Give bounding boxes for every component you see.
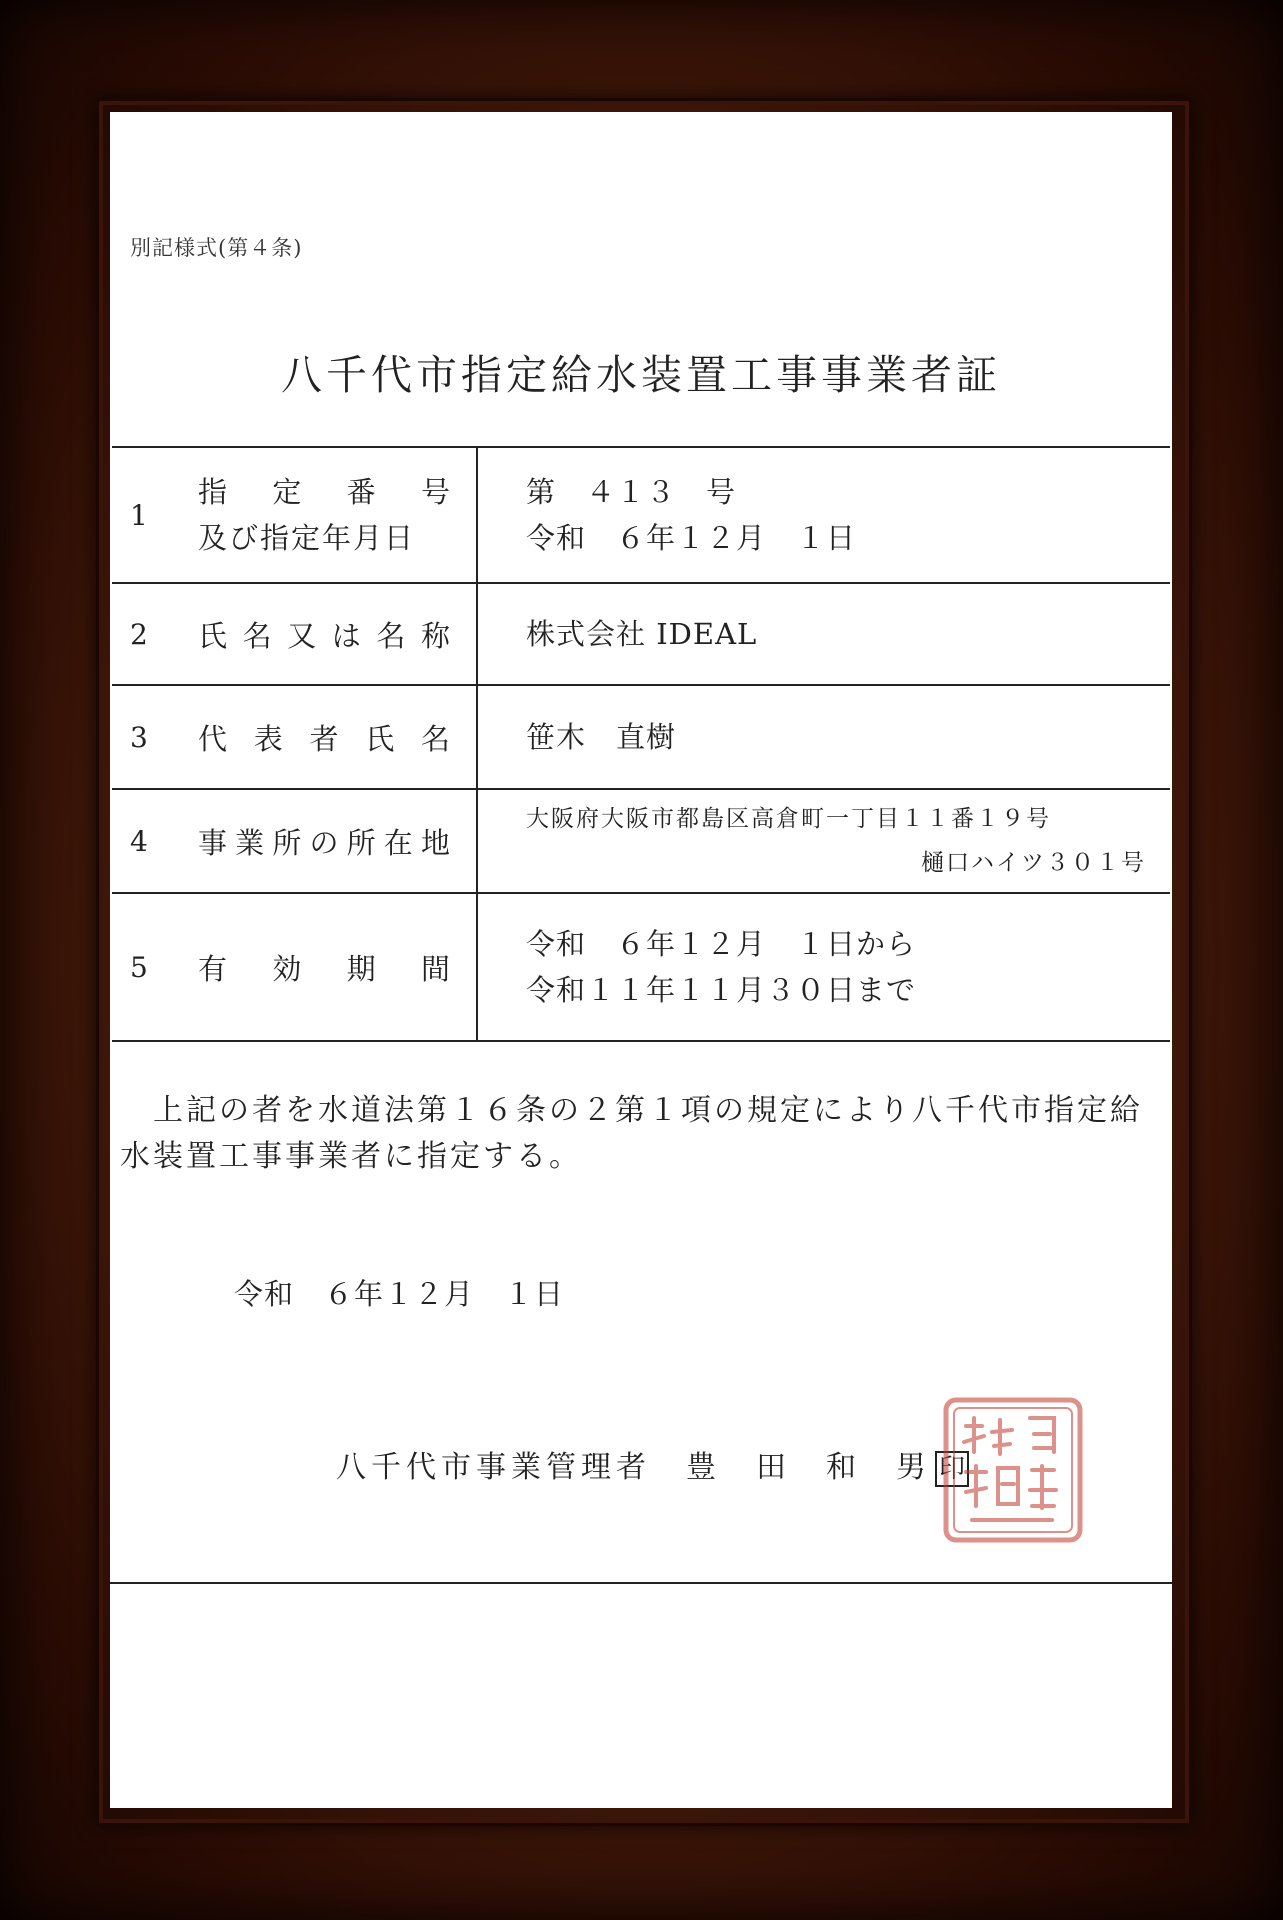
label-representative: 代 表 者 氏 名 — [198, 721, 450, 756]
value-validity-start: 令和 ６年１２月 １日から — [526, 927, 917, 961]
signer-line — [336, 1442, 969, 1487]
certificate-paper — [110, 112, 1172, 1808]
label-designation-number: 指 定 番 号 — [198, 475, 450, 509]
value-validity-end: 令和１１年１１月３０日まで — [526, 973, 917, 1007]
row-number: 1 — [130, 498, 148, 532]
row-number: 2 — [130, 617, 148, 651]
value-office-address-line1: 大阪府大阪市都島区高倉町一丁目１１番１９号 — [526, 806, 1051, 832]
seal-mark: 印 — [935, 1451, 969, 1487]
value-designation-number: 第 ４１３ 号 — [526, 475, 737, 509]
row-representative — [112, 685, 1170, 789]
label-office-address: 事 業 所 の 所 在 地 — [198, 825, 450, 860]
label-company-name: 氏 名 又 は 名 称 — [198, 618, 450, 653]
value-office-address-line2: 樋口ハイツ３０１号 — [921, 850, 1146, 876]
row-number: 3 — [130, 720, 148, 754]
row-number: 5 — [130, 950, 148, 984]
issue-date: 令和 ６年１２月 １日 — [234, 1277, 565, 1311]
certificate-info-table — [112, 446, 1170, 1042]
signer-name: 豊 田 和 男 — [686, 1450, 931, 1485]
official-seal-stamp — [942, 1396, 1084, 1544]
row-validity-period — [112, 893, 1170, 1041]
row-designation-number — [112, 447, 1170, 583]
form-note: 別記様式(第４条) — [130, 236, 303, 260]
value-representative: 笹木 直樹 — [526, 720, 677, 754]
signer-title: 八千代市事業管理者 — [336, 1450, 651, 1485]
certificate-title: 八千代市指定給水装置工事事業者証 — [281, 351, 1001, 399]
row-number: 4 — [130, 824, 148, 858]
value-company-name: 株式会社 IDEAL — [526, 617, 758, 651]
bottom-rule — [110, 1582, 1172, 1584]
designation-statement: 上記の者を水道法第１６条の２第１項の規定により八千代市指定給水装置工事事業者に指定する。 — [120, 1093, 1143, 1174]
label-validity-period: 有 効 期 間 — [198, 951, 450, 986]
row-office-address — [112, 789, 1170, 893]
label-designation-date: 及び指定年月日 — [198, 521, 416, 555]
row-company-name — [112, 583, 1170, 685]
value-designation-date: 令和 ６年１２月 １日 — [526, 521, 857, 555]
